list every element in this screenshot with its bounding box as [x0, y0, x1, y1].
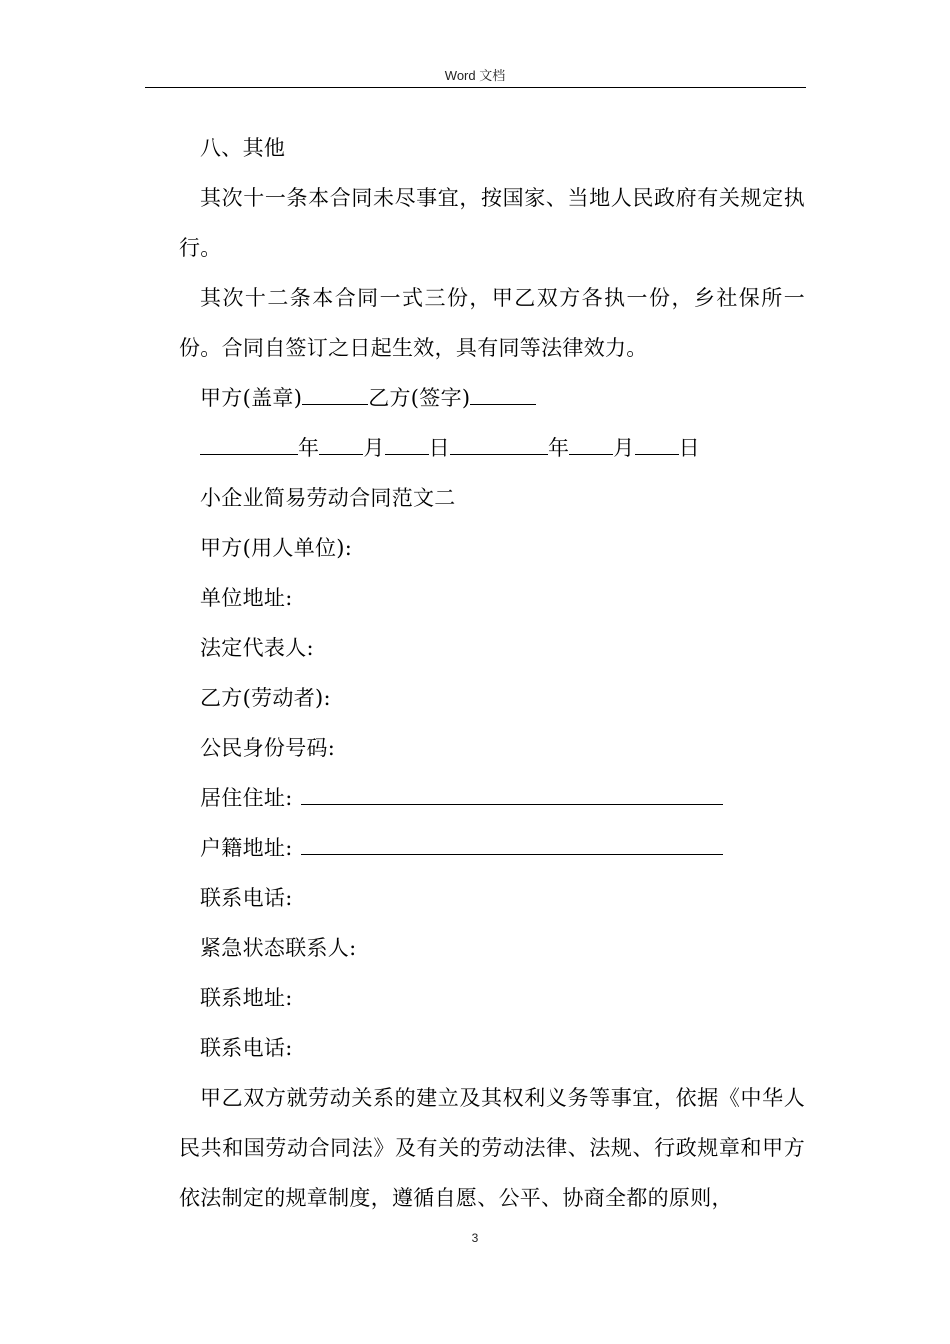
month-label-2: 月 [613, 436, 635, 460]
month-blank [319, 434, 363, 455]
section-heading: 八、其他 [200, 136, 286, 160]
day-blank [385, 434, 429, 455]
day-label: 日 [428, 436, 450, 460]
emergency-contact-label: 紧急状态联系人: [200, 936, 357, 960]
household-line [179, 823, 805, 873]
sample-title: 小企业简易劳动合同范文二 [200, 486, 456, 510]
residence-line [179, 773, 805, 823]
intro-paragraph: 甲乙双方就劳动关系的建立及其权利义务等事宜，依据《中华人民共和国劳动合同法》及有关的劳动法律、法规、行政规章和甲方依法制定的规章制度，遵循自愿、公平、协商全都的原则， [179, 1086, 805, 1210]
date-line [179, 423, 805, 473]
year-blank-2 [450, 434, 548, 455]
year-label-2: 年 [547, 436, 570, 460]
article-11-paragraph: 其次十一条本合同未尽事宜，按国家、当地人民政府有关规定执行。 [179, 186, 805, 260]
household-blank [301, 834, 723, 855]
article-12-paragraph: 其次十二条本合同一式三份，甲乙双方各执一份，乡社保所一份。合同自签订之日起生效，具有同等法律效力。 [179, 286, 805, 360]
contact-address-label: 联系地址: [200, 986, 293, 1010]
employer-address-label: 单位地址: [200, 586, 293, 610]
legal-representative-label: 法定代表人: [200, 636, 314, 660]
employee-label: 乙方(劳动者): [200, 686, 331, 710]
party-b-sign-label: 乙方(签字) [368, 386, 471, 410]
phone-label: 联系电话: [200, 886, 293, 910]
year-label: 年 [298, 436, 320, 460]
party-a-seal-blank [302, 384, 368, 405]
document-body [179, 123, 805, 1223]
page-header: Word 文档 [444, 68, 506, 83]
page-number: 3 [471, 1231, 479, 1245]
signature-line [179, 373, 805, 423]
header-divider [145, 87, 806, 88]
year-blank [200, 434, 298, 455]
id-number-label: 公民身份号码: [200, 736, 336, 760]
party-a-seal-label: 甲方(盖章) [200, 386, 303, 410]
month-blank-2 [569, 434, 613, 455]
month-label: 月 [363, 436, 385, 460]
residence-blank [301, 784, 723, 805]
employer-label: 甲方(用人单位): [200, 536, 353, 560]
party-b-sign-blank [470, 384, 536, 405]
day-label-2: 日 [678, 436, 700, 460]
household-label: 户籍地址: [200, 836, 293, 860]
residence-label: 居住住址: [200, 786, 293, 810]
day-blank-2 [635, 434, 679, 455]
contact-phone-label: 联系电话: [200, 1036, 293, 1060]
